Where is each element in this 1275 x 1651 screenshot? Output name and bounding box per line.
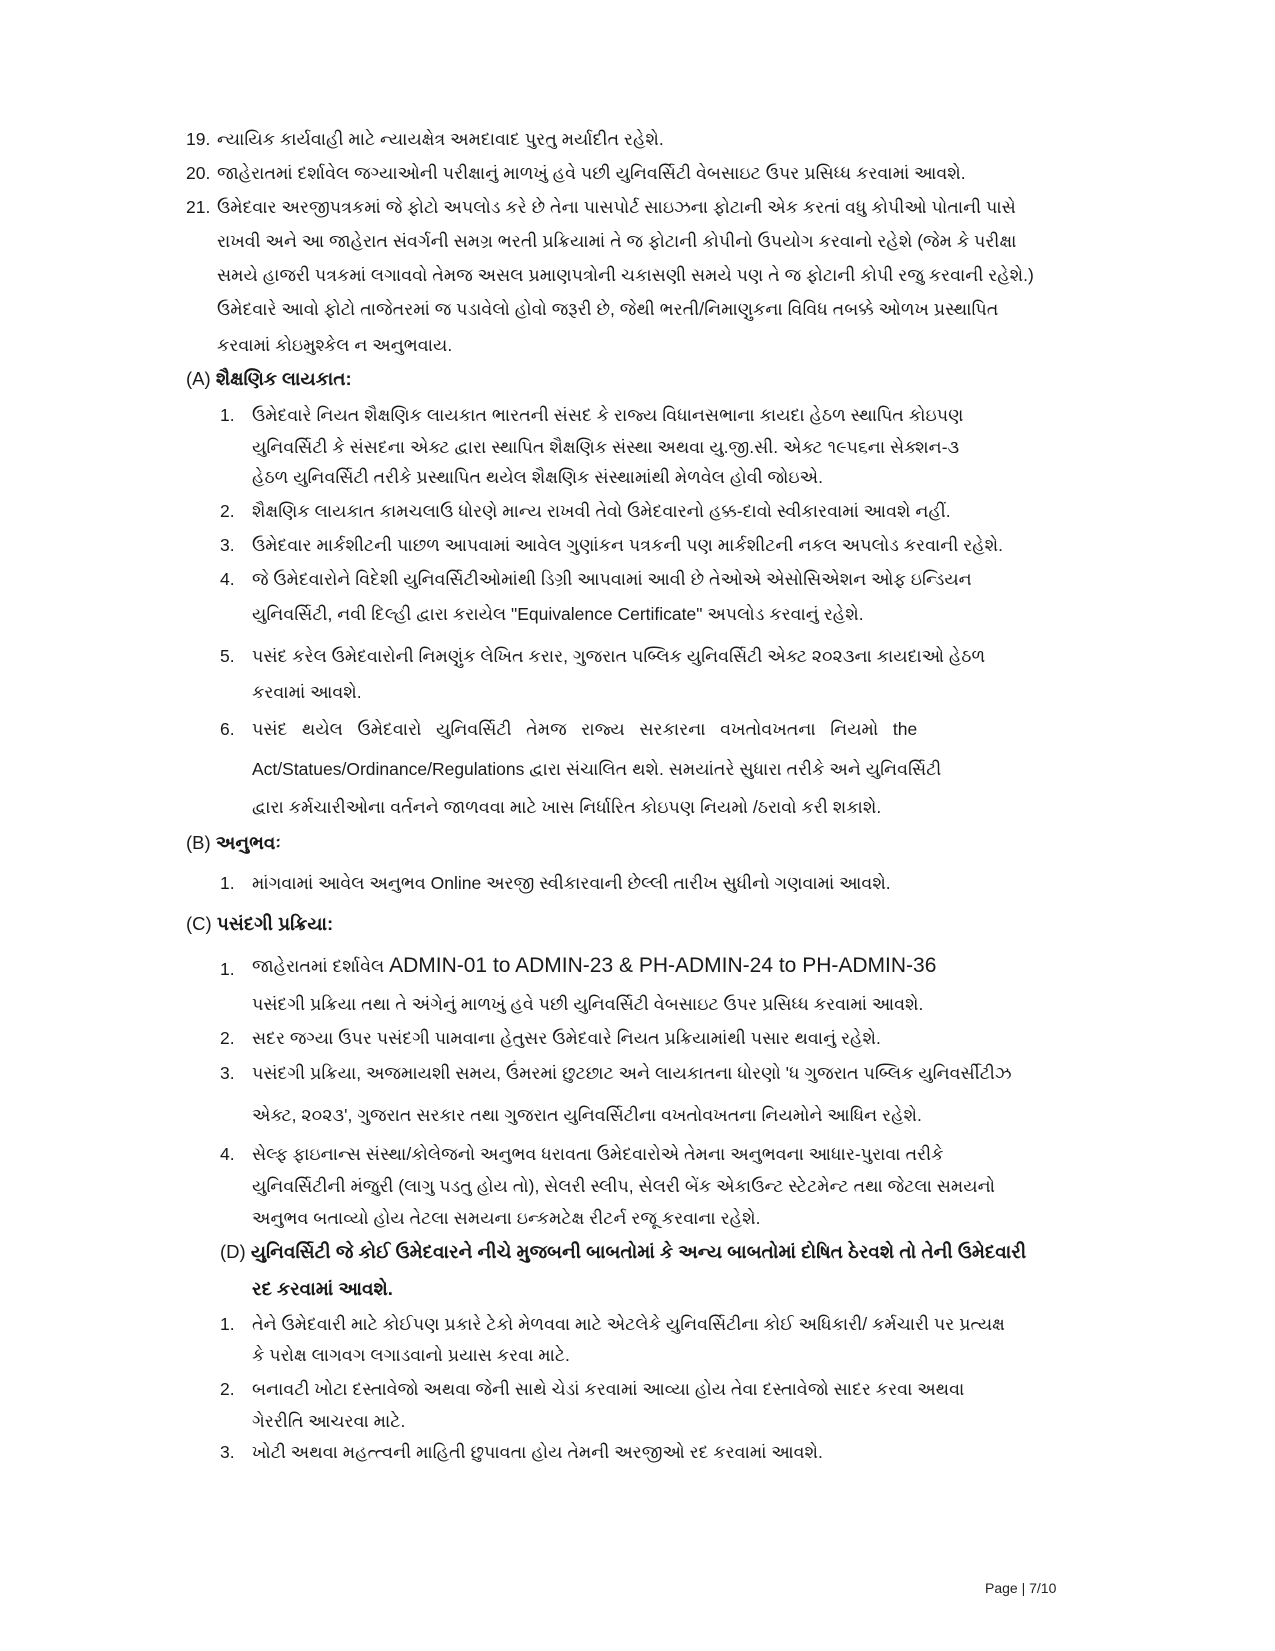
item-number: 3.: [220, 1442, 235, 1462]
section-c-item-1-line: પસંદગી પ્રક્રિયા તથા તે અંગેનું માળખું હવે પછી યુનિવર્સિટી વેબસાઇટ ઉપર પ્રસિધ્ધ કરવામાં આવશે.: [252, 994, 924, 1014]
section-a-item-5-line: પસંદ કરેલ ઉમેદવારોની નિમણુંક લેખિત કરાર, ગુજરાત પબ્લિક યુનિવર્સિટી એક્ટ ૨૦૨૩ના કાયદાઓ હેઠળ: [252, 646, 986, 666]
section-c-item-3-line: એક્ટ, ૨૦૨૩', ગુજરાત સરકાર તથા ગુજરાત યુનિવર્સિટીના વખતોવખતના નિયમોને આધિન રહેશે.: [252, 1105, 922, 1125]
section-a-item-5-line: કરવામાં આવશે.: [252, 682, 362, 702]
page-number: Page | 7/10: [985, 1580, 1057, 1596]
section-d-item-2-line: બનાવટી ખોટા દસ્તાવેજો અથવા જેની સાથે ચેડાં કરવામાં આવ્યા હોય તેવા દસ્તાવેજો સાદર કરવા અથવા: [252, 1379, 965, 1399]
item-21-line: સમયે હાજરી પત્રકમાં લગાવવો તેમજ અસલ પ્રમાણપત્રોની ચકાસણી સમયે પણ તે જ ફોટાની કોપી રજુ કરવાની રહેશે.): [217, 265, 1034, 285]
section-a-item-6-line: દ્વારા કર્મચારીઓના વર્તનને જાળવવા માટે ખાસ નિર્ધારિત કોઇપણ નિયમો /ઠરાવો કરી શકાશે.: [252, 797, 882, 817]
item-number: 4.: [220, 569, 235, 589]
section-c-item-1-line: [252, 955, 936, 977]
section-a-label: (A): [186, 368, 211, 389]
item-number: 21.: [186, 197, 211, 217]
item-21-line: ઉમેદવાર અરજીપત્રકમાં જે ફોટો અપલોડ કરે છે તેના પાસપોર્ટ સાઇઝના ફોટાની એક કરતાં વધુ કોપીઓ પોતાની પાસે: [217, 197, 1016, 217]
item-21-line: ઉમેદવારે આવો ફોટો તાજેતરમાં જ પડાવેલો હોવો જરૂરી છે, જેથી ભરતી/નિમાણુકના વિવિધ તબક્કે ઓળખ પ્રસ્થાપિત: [217, 299, 999, 319]
post-codes: ADMIN-01 to ADMIN-23 & PH-ADMIN-24 to PH-ADMIN-36: [389, 954, 937, 977]
item-21-line: રાખવી અને આ જાહેરાત સંવર્ગની સમગ્ર ભરતી પ્રક્રિયામાં તે જ ફોટાની કોપીનો ઉપયોગ કરવાનો રહેશે (જેમ કે પરીક્ષા: [217, 231, 1017, 251]
item-number: 19.: [186, 129, 211, 149]
section-d-item-1-line: તેને ઉમેદવારી માટે કોઈપણ પ્રકારે ટેકો મેળવવા માટે એટલેકે યુનિવર્સિટીના કોઈ અધિકારી/ કર્મચારી પર પ્રત્યક્ષ: [252, 1314, 1005, 1334]
section-a-title: શૈક્ષણિક લાયકાત:: [215, 368, 352, 389]
section-a-item-1-line: ઉમેદવારે નિયત શૈક્ષણિક લાયકાત ભારતની સંસદ કે રાજ્ય વિધાનસભાના કાયદા હેઠળ સ્થાપિત કોઇપણ: [252, 405, 964, 425]
section-c-item-4-line: યુનિવર્સિટીની મંજુરી (લાગુ પડતુ હોય તો), સેલરી સ્લીપ, સેલરી બેંક એકાઉન્ટ સ્ટેટમેન્ટ તથા જેટલા સમયનો: [252, 1176, 996, 1196]
section-d-heading: [220, 1241, 1026, 1263]
section-a-heading: [186, 368, 352, 390]
item-19-text: ન્યાયિક કાર્યવાહી માટે ન્યાયક્ષેત્ર અમદાવાદ પુરતુ મર્યાદીત રહેશે.: [217, 129, 664, 149]
section-c-item-3-line: પસંદગી પ્રક્રિયા, અજમાયશી સમય, ઉંમરમાં છુટછાટ અને લાયકાતના ધોરણો 'ધ ગુજરાત પબ્લિક યુનિવર્સીટીઝ: [252, 1063, 1012, 1083]
section-d-label: (D): [220, 1241, 246, 1262]
section-a-item-2-text: શૈક્ષણિક લાયકાત કામચલાઉ ધોરણે માન્ય રાખવી તેવો ઉમેદવારનો હક્ક-દાવો સ્વીકારવામાં આવશે નહીં.: [252, 501, 951, 521]
section-d-item-1-line: કે પરોક્ષ લાગવગ લગાડવાનો પ્રયાસ કરવા માટે.: [252, 1345, 570, 1365]
item-number: 5.: [220, 646, 235, 666]
section-b-title: અનુભવઃ: [215, 832, 281, 853]
section-a-item-1-line: યુનિવર્સિટી કે સંસદના એક્ટ દ્વારા સ્થાપિત શૈક્ષણિક સંસ્થા અથવા યુ.જી.સી. એક્ટ ૧૯૫૬ના સેક્શન-૩: [252, 437, 960, 457]
section-b-label: (B): [186, 832, 211, 853]
item-number: 6.: [220, 719, 235, 739]
section-a-item-4-line: યુનિવર્સિટી, નવી દિલ્હી દ્વારા કરાયેલ "Equivalence Certificate" અપલોડ કરવાનું રહેશે.: [252, 604, 864, 624]
item-number: 1.: [220, 1314, 235, 1334]
item-number: 1.: [220, 873, 235, 893]
section-d-title-line: યુનિવર્સિટી જે કોઈ ઉમેદવારને નીચે મુજબની બાબતોમાં કે અન્ય બાબતોમાં દોષિત ઠેરવશે તો તેની ઉમેદવારી: [250, 1241, 1027, 1262]
item-number: 2.: [220, 1379, 235, 1399]
section-a-item-6-line: પસંદ થયેલ ઉમેદવારો યુનિવર્સિટી તેમજ રાજ્ય સરકારના વખતોવખતના નિયમો the: [252, 719, 918, 739]
item-number: 3.: [220, 535, 235, 555]
section-c-title: પસંદગી પ્રક્રિયા:: [216, 913, 334, 934]
section-a-item-4-line: જે ઉમેદવારોને વિદેશી યુનિવર્સિટીઓમાંથી ડિગ્રી આપવામાં આવી છે તેઓએ એસોસિએશન ઓફ ઇન્ડિયન: [252, 569, 972, 589]
section-c-heading: [186, 913, 333, 935]
section-a-item-6-line: Act/Statues/Ordinance/Regulations દ્વારા સંચાલિત થશે. સમયાંતરે સુધારા તરીકે અને યુનિવર્સિટી: [252, 759, 942, 779]
section-b-heading: [186, 832, 281, 854]
item-number: 1.: [220, 959, 235, 979]
section-d-title-line: રદ કરવામાં આવશે.: [252, 1278, 393, 1299]
item-number: 2.: [220, 501, 235, 521]
item-number: 20.: [186, 163, 211, 183]
section-c-item-1-lead: જાહેરાતમાં દર્શાવેલ: [252, 956, 385, 976]
item-number: 1.: [220, 405, 235, 425]
section-a-item-1-line: હેઠળ યુનિવર્સિટી તરીકે પ્રસ્થાપિત થયેલ શૈક્ષણિક સંસ્થામાંથી મેળવેલ હોવી જોઇએ.: [252, 467, 823, 487]
item-number: 2.: [220, 1028, 235, 1048]
section-d-item-3-text: ખોટી અથવા મહત્ત્વની માહિતી છુપાવતા હોય તેમની અરજીઓ રદ કરવામાં આવશે.: [252, 1442, 823, 1462]
item-number: 4.: [220, 1144, 235, 1164]
section-d-item-2-line: ગેરરીતિ આચરવા માટે.: [252, 1411, 406, 1431]
section-c-item-2-text: સદર જગ્યા ઉપર પસંદગી પામવાના હેતુસર ઉમેદવારે નિયત પ્રક્રિયામાંથી પસાર થવાનું રહેશે.: [252, 1028, 881, 1048]
section-c-label: (C): [186, 913, 212, 934]
section-c-item-4-line: સેલ્ફ ફાઇનાન્સ સંસ્થા/કોલેજનો અનુભવ ધરાવતા ઉમેદવારોએ તેમના અનુભવના આધાર-પુરાવા તરીકે: [252, 1144, 944, 1164]
section-c-item-4-line: અનુભવ બતાવ્યો હોય તેટલા સમયના ઇન્કમટેક્ષ રીટર્ન રજૂ કરવાના રહેશે.: [252, 1208, 761, 1228]
item-20-text: જાહેરાતમાં દર્શાવેલ જગ્યાઓની પરીક્ષાનું માળખું હવે પછી યુનિવર્સિટી વેબસાઇટ ઉપર પ્રસિધ્ધ કરવામાં આવશે.: [217, 163, 966, 183]
item-number: 3.: [220, 1063, 235, 1083]
item-21-line: કરવામાં કોઇમુશ્કેલ ન અનુભવાય.: [217, 335, 453, 355]
section-a-item-3-text: ઉમેદવાર માર્કશીટની પાછળ આપવામાં આવેલ ગુણાંકન પત્રકની પણ માર્કશીટની નકલ અપલોડ કરવાની રહેશે.: [252, 535, 1004, 555]
section-b-item-1-text: માંગવામાં આવેલ અનુભવ Online અરજી સ્વીકારવાની છેલ્લી તારીખ સુધીનો ગણવામાં આવશે.: [252, 873, 891, 893]
